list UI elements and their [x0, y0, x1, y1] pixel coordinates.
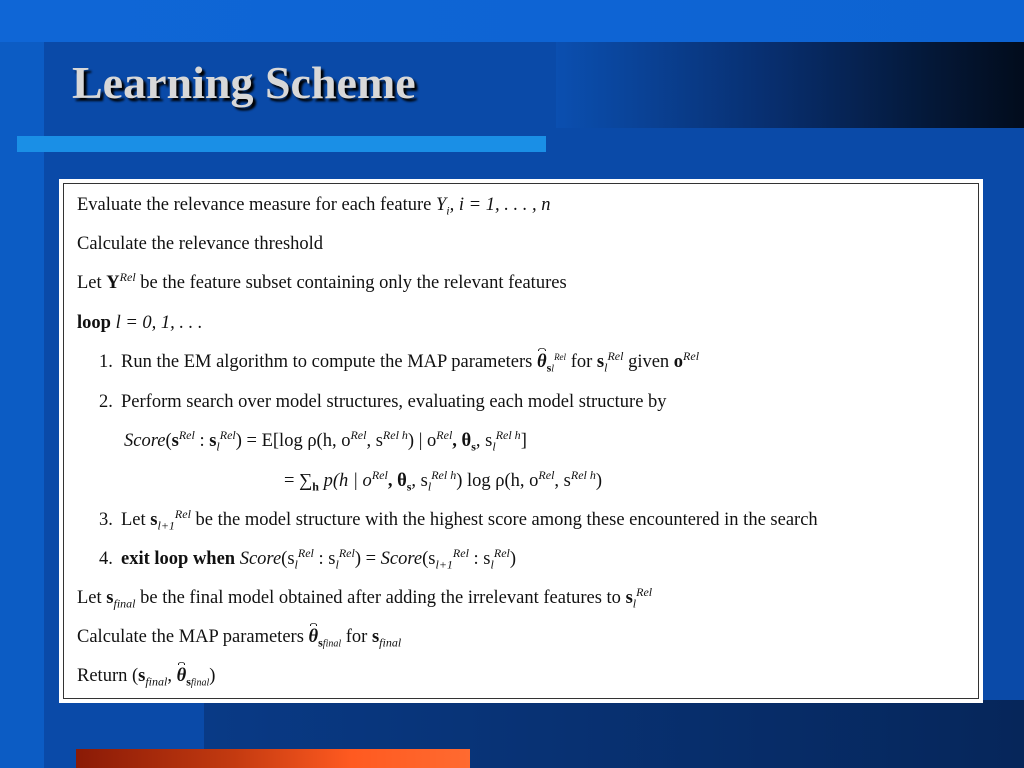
algo-sup: Rel: [174, 506, 191, 521]
algo-sub: l: [490, 557, 494, 572]
algo-var: s: [209, 431, 217, 451]
score-equation-line-2: [284, 467, 603, 494]
theta-hat-symbol: θ: [308, 627, 319, 647]
algo-text: Perform search over model structures, evaluating each model structure by: [121, 392, 667, 412]
algo-text: (s: [281, 549, 295, 569]
algo-sup: Rel: [493, 545, 510, 560]
algo-text: , θ: [387, 471, 407, 491]
algo-text: ): [209, 666, 216, 686]
algo-text: ): [509, 549, 517, 569]
algo-text: p(h | o: [318, 471, 372, 491]
algo-line-final-model: [77, 584, 653, 611]
algo-sup: Rel h: [431, 467, 457, 482]
background-left-strip: [0, 0, 44, 768]
algo-text: Score: [380, 549, 423, 569]
algo-text: be the final model obtained after adding the irrelevant features to: [135, 588, 626, 608]
algo-sup: Rel h: [570, 467, 596, 482]
algo-sub: final: [190, 677, 210, 689]
algo-text: , s: [411, 471, 428, 491]
algo-sup: Rel h: [495, 427, 521, 442]
step-number: 2.: [99, 392, 113, 412]
algo-text: ) log ρ(h, o: [456, 471, 539, 491]
title-underline-bar: [17, 136, 546, 152]
algo-sup: Rel: [297, 545, 314, 560]
algo-text: , i = 1, . . . , n: [449, 195, 551, 215]
step-number: 3.: [99, 510, 113, 530]
algo-text: for: [566, 352, 597, 372]
algo-sub: final: [379, 635, 402, 650]
algo-text: ,: [167, 666, 177, 686]
algo-text: , θ: [452, 431, 472, 451]
algo-text: ]: [520, 431, 527, 451]
algo-line-threshold: Calculate the relevance threshold: [77, 234, 324, 254]
algo-text: ): [595, 471, 603, 491]
algo-sub: s: [546, 360, 552, 375]
slide-title: Learning Scheme: [72, 57, 416, 108]
algo-sub: final: [113, 596, 136, 611]
algo-text: ) = E[log ρ(h, o: [235, 431, 351, 451]
algo-text: given: [623, 352, 674, 372]
algo-line-map-params: [77, 627, 401, 648]
algo-text: Let: [121, 510, 151, 530]
algo-sub: s: [318, 635, 323, 650]
theta-hat-symbol: θ: [176, 666, 187, 686]
algo-var: s: [106, 588, 114, 608]
algo-text: Return (: [77, 666, 139, 686]
algo-sup: Rel: [683, 348, 700, 363]
algo-text: Let: [77, 588, 107, 608]
algo-sup: Rel: [178, 427, 195, 442]
algo-text: be the model structure with the highest score among these encountered in the search: [190, 510, 818, 530]
algo-text: , s: [554, 471, 571, 491]
algo-sub: s: [471, 439, 476, 454]
algo-text: (s: [422, 549, 436, 569]
algo-text: ) | o: [407, 431, 437, 451]
algo-sub: l: [492, 439, 496, 454]
algo-sup: Rel: [219, 427, 236, 442]
algo-text: Run the EM algorithm to compute the MAP parameters: [121, 352, 537, 372]
algo-keyword: loop: [77, 313, 111, 333]
algo-text: : s: [313, 549, 336, 569]
algo-sub: h: [312, 479, 319, 494]
step-number: 4.: [99, 549, 113, 569]
algo-var: Y: [435, 195, 447, 215]
algo-text: be the feature subset containing only the relevant features: [135, 273, 567, 293]
score-equation-line-1: [124, 427, 527, 454]
algo-sub: l: [604, 360, 608, 375]
algo-text: , s: [475, 431, 493, 451]
algo-sub: s: [406, 479, 412, 494]
algo-sub: l: [551, 363, 555, 375]
algo-sub: l: [335, 557, 339, 572]
algo-step-3: [99, 506, 818, 533]
algo-sup: Rel: [436, 427, 453, 442]
algo-var: Y: [106, 273, 120, 293]
algo-var: o: [673, 352, 684, 372]
algo-sub: i: [446, 203, 450, 218]
algo-sub: l: [427, 479, 432, 494]
background-dark-gradient: [556, 42, 1024, 128]
algo-sub: l: [632, 596, 637, 611]
bottom-accent-bar: [76, 749, 470, 768]
algo-line-evaluate: [77, 195, 551, 216]
algo-step-1: [99, 348, 700, 375]
step-number: 1.: [99, 352, 113, 372]
algo-sub: l: [294, 557, 298, 572]
algo-text: Let: [77, 273, 107, 293]
algo-var: s: [171, 431, 179, 451]
algo-var: s: [625, 588, 633, 608]
theta-hat-symbol: θ: [537, 352, 547, 372]
algo-sup: Rel: [554, 351, 567, 362]
algo-line-return: [77, 666, 215, 687]
algo-text: : s: [468, 549, 491, 569]
algo-text: l = 0, 1, . . .: [110, 313, 203, 333]
algo-text: Calculate the MAP parameters: [77, 627, 309, 647]
algo-sub: l: [216, 439, 220, 454]
algo-line-loop: [77, 313, 203, 334]
algo-sub: s: [186, 674, 191, 689]
algo-text: ) =: [354, 549, 381, 569]
algo-var: s: [371, 627, 380, 647]
algo-text: (: [165, 431, 172, 451]
algo-step-2: [99, 392, 667, 413]
algo-var: s: [150, 510, 158, 530]
algo-text: for: [341, 627, 372, 647]
algo-sup: Rel: [119, 269, 136, 284]
algo-text: :: [194, 431, 210, 451]
algo-sup: Rel: [636, 584, 653, 599]
algo-text: Evaluate the relevance measure for each feature: [77, 195, 436, 215]
algo-sup: Rel: [607, 348, 624, 363]
algo-line-subset: [77, 269, 567, 294]
algorithm-box: [59, 179, 983, 703]
algo-text: = ∑: [284, 471, 313, 491]
algo-sub: final: [145, 674, 168, 689]
algo-sup: Rel: [350, 427, 367, 442]
algo-sup: Rel: [452, 545, 469, 560]
algo-text: , s: [366, 431, 383, 451]
algo-sup: Rel h: [382, 427, 408, 442]
algo-sub: final: [322, 638, 342, 650]
background-top-band: [0, 0, 1024, 42]
algo-sup: Rel: [371, 467, 388, 482]
algo-text: Score: [124, 431, 166, 451]
algo-sup: Rel: [538, 467, 555, 482]
algo-sub: l+1: [435, 557, 453, 572]
algo-sub: l+1: [157, 518, 175, 533]
algo-step-4: [99, 545, 517, 572]
algo-var: s: [138, 666, 146, 686]
algo-var: s: [596, 352, 605, 372]
algo-sup: Rel: [338, 545, 355, 560]
algo-keyword: exit loop when: [121, 549, 236, 569]
algo-text: Score: [235, 549, 282, 569]
